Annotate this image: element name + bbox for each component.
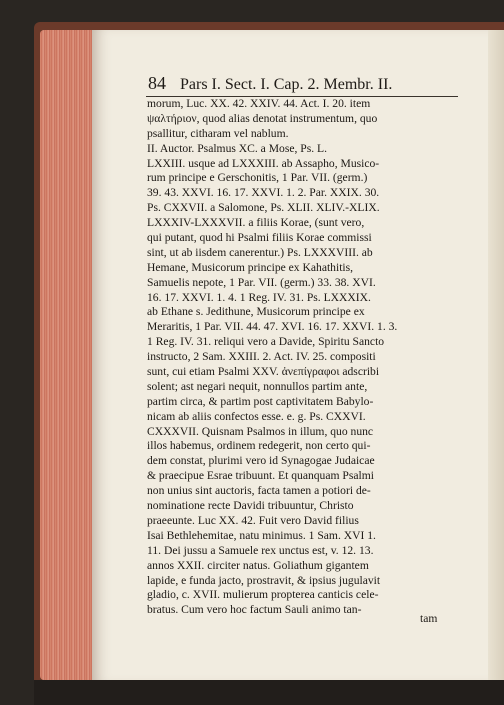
text-line: psallitur, citharam vel nablum. [147, 126, 289, 140]
text-line: Meraritis, 1 Par. VII. 44. 47. XVI. 16. 17. XXVI. 1. 3. [147, 320, 398, 334]
text-line: II. Auctor. Psalmus XC. a Mose, Ps. L. [147, 141, 328, 155]
text-line: instructo, 2 Sam. XXIII. 2. Act. IV. 25. compositi [147, 350, 376, 364]
text-line: Isai Bethlehemitae, natu minimus. 1 Sam. XVI 1. [147, 528, 376, 542]
text-line: ab Ethane s. Jedithune, Musicorum principe ex [147, 305, 365, 319]
table-shadow [34, 680, 504, 705]
text-line: morum, Luc. XX. 42. XXIV. 44. Act. I. 20. item [147, 97, 371, 110]
text-line: 16. 17. XXVI. 1. 4. 1 Reg. IV. 31. Ps. LXXXIX. [147, 290, 371, 304]
text-line: gladio, c. XVII. mulierum propterea canticis cele- [147, 588, 379, 602]
text-line: 11. Dei jussu a Samuele rex unctus est, v. 12. 13. [147, 543, 374, 557]
text-line: lapide, e funda jacto, prostravit, & ipsius jugulavit [147, 573, 381, 587]
text-line: & praecipue Esrae tribuunt. Et quanquam Psalmi [147, 469, 374, 483]
page-edges [40, 30, 100, 680]
body-text [147, 97, 459, 618]
text-line: Hemane, Musicorum principe ex Kahathitis, [147, 260, 354, 274]
text-line: annos XXII. circiter natus. Goliathum gigantem [147, 558, 369, 572]
text-line: Samuelis nepote, 1 Par. VII. (germ.) 33. 38. XVI. [147, 275, 376, 289]
catchword: tam [420, 612, 438, 625]
text-line: praeeunte. Luc XX. 42. Fuit vero David filius [147, 513, 359, 527]
text-line: partim circa, & partim post captivitatem Babylo- [147, 394, 374, 408]
text-line: ψαλτήριον, quod alias denotat instrumentum, quo [147, 111, 378, 125]
text-line: CXXXVII. Quisnam Psalmos in illum, quo nunc [147, 424, 374, 438]
text-line: sint, ut ab iisdem canerentur.) Ps. LXXXVIII. ab [147, 245, 373, 259]
text-line: nominatione recte Davidi tribuuntur, Christo [147, 499, 354, 513]
text-line: sunt, cui etiam Psalmi XXV. ἀνεπίγραφοι adscribi [147, 365, 380, 379]
text-line: bratus. Cum vero hoc factum Sauli animo tan- [147, 603, 362, 617]
text-line: LXXIII. usque ad LXXXIII. ab Assapho, Musico- [147, 156, 380, 170]
text-line: illos habemus, ordinem redegerit, non certo qui- [147, 439, 371, 453]
text-line: 39. 43. XXVI. 16. 17. XXVI. 1. 2. Par. XXIX. 30. [147, 186, 380, 200]
text-line: rum principe e Gerschonitis, 1 Par. VII. (germ.) [147, 171, 368, 185]
text-line: LXXXIV-LXXXVII. a filiis Korae, (sunt vero, [147, 216, 365, 230]
page-header [148, 73, 448, 94]
text-line: non unius sint auctoris, facta tamen a potiori de- [147, 484, 371, 498]
next-page-edge [488, 30, 504, 682]
text-line: solent; ast negari nequit, nonnullos partim ante, [147, 379, 368, 393]
text-line: nicam ab aliis confectos esse. e. g. Ps. CXXVI. [147, 409, 366, 423]
page-number: 84 [148, 73, 166, 93]
text-line: 1 Reg. IV. 31. reliqui vero a Davide, Spiritu Sancto [147, 335, 385, 349]
text-line: dem constat, plurimi vero id Synagogae Judaicae [147, 454, 375, 468]
running-head: Pars I. Sect. I. Cap. 2. Membr. II. [180, 76, 393, 93]
text-line: Ps. CXXVII. a Salomone, Ps. XLII. XLIV.-XLIX. [147, 201, 380, 215]
text-line: qui putant, quod hi Psalmi filiis Korae commissi [147, 231, 372, 245]
